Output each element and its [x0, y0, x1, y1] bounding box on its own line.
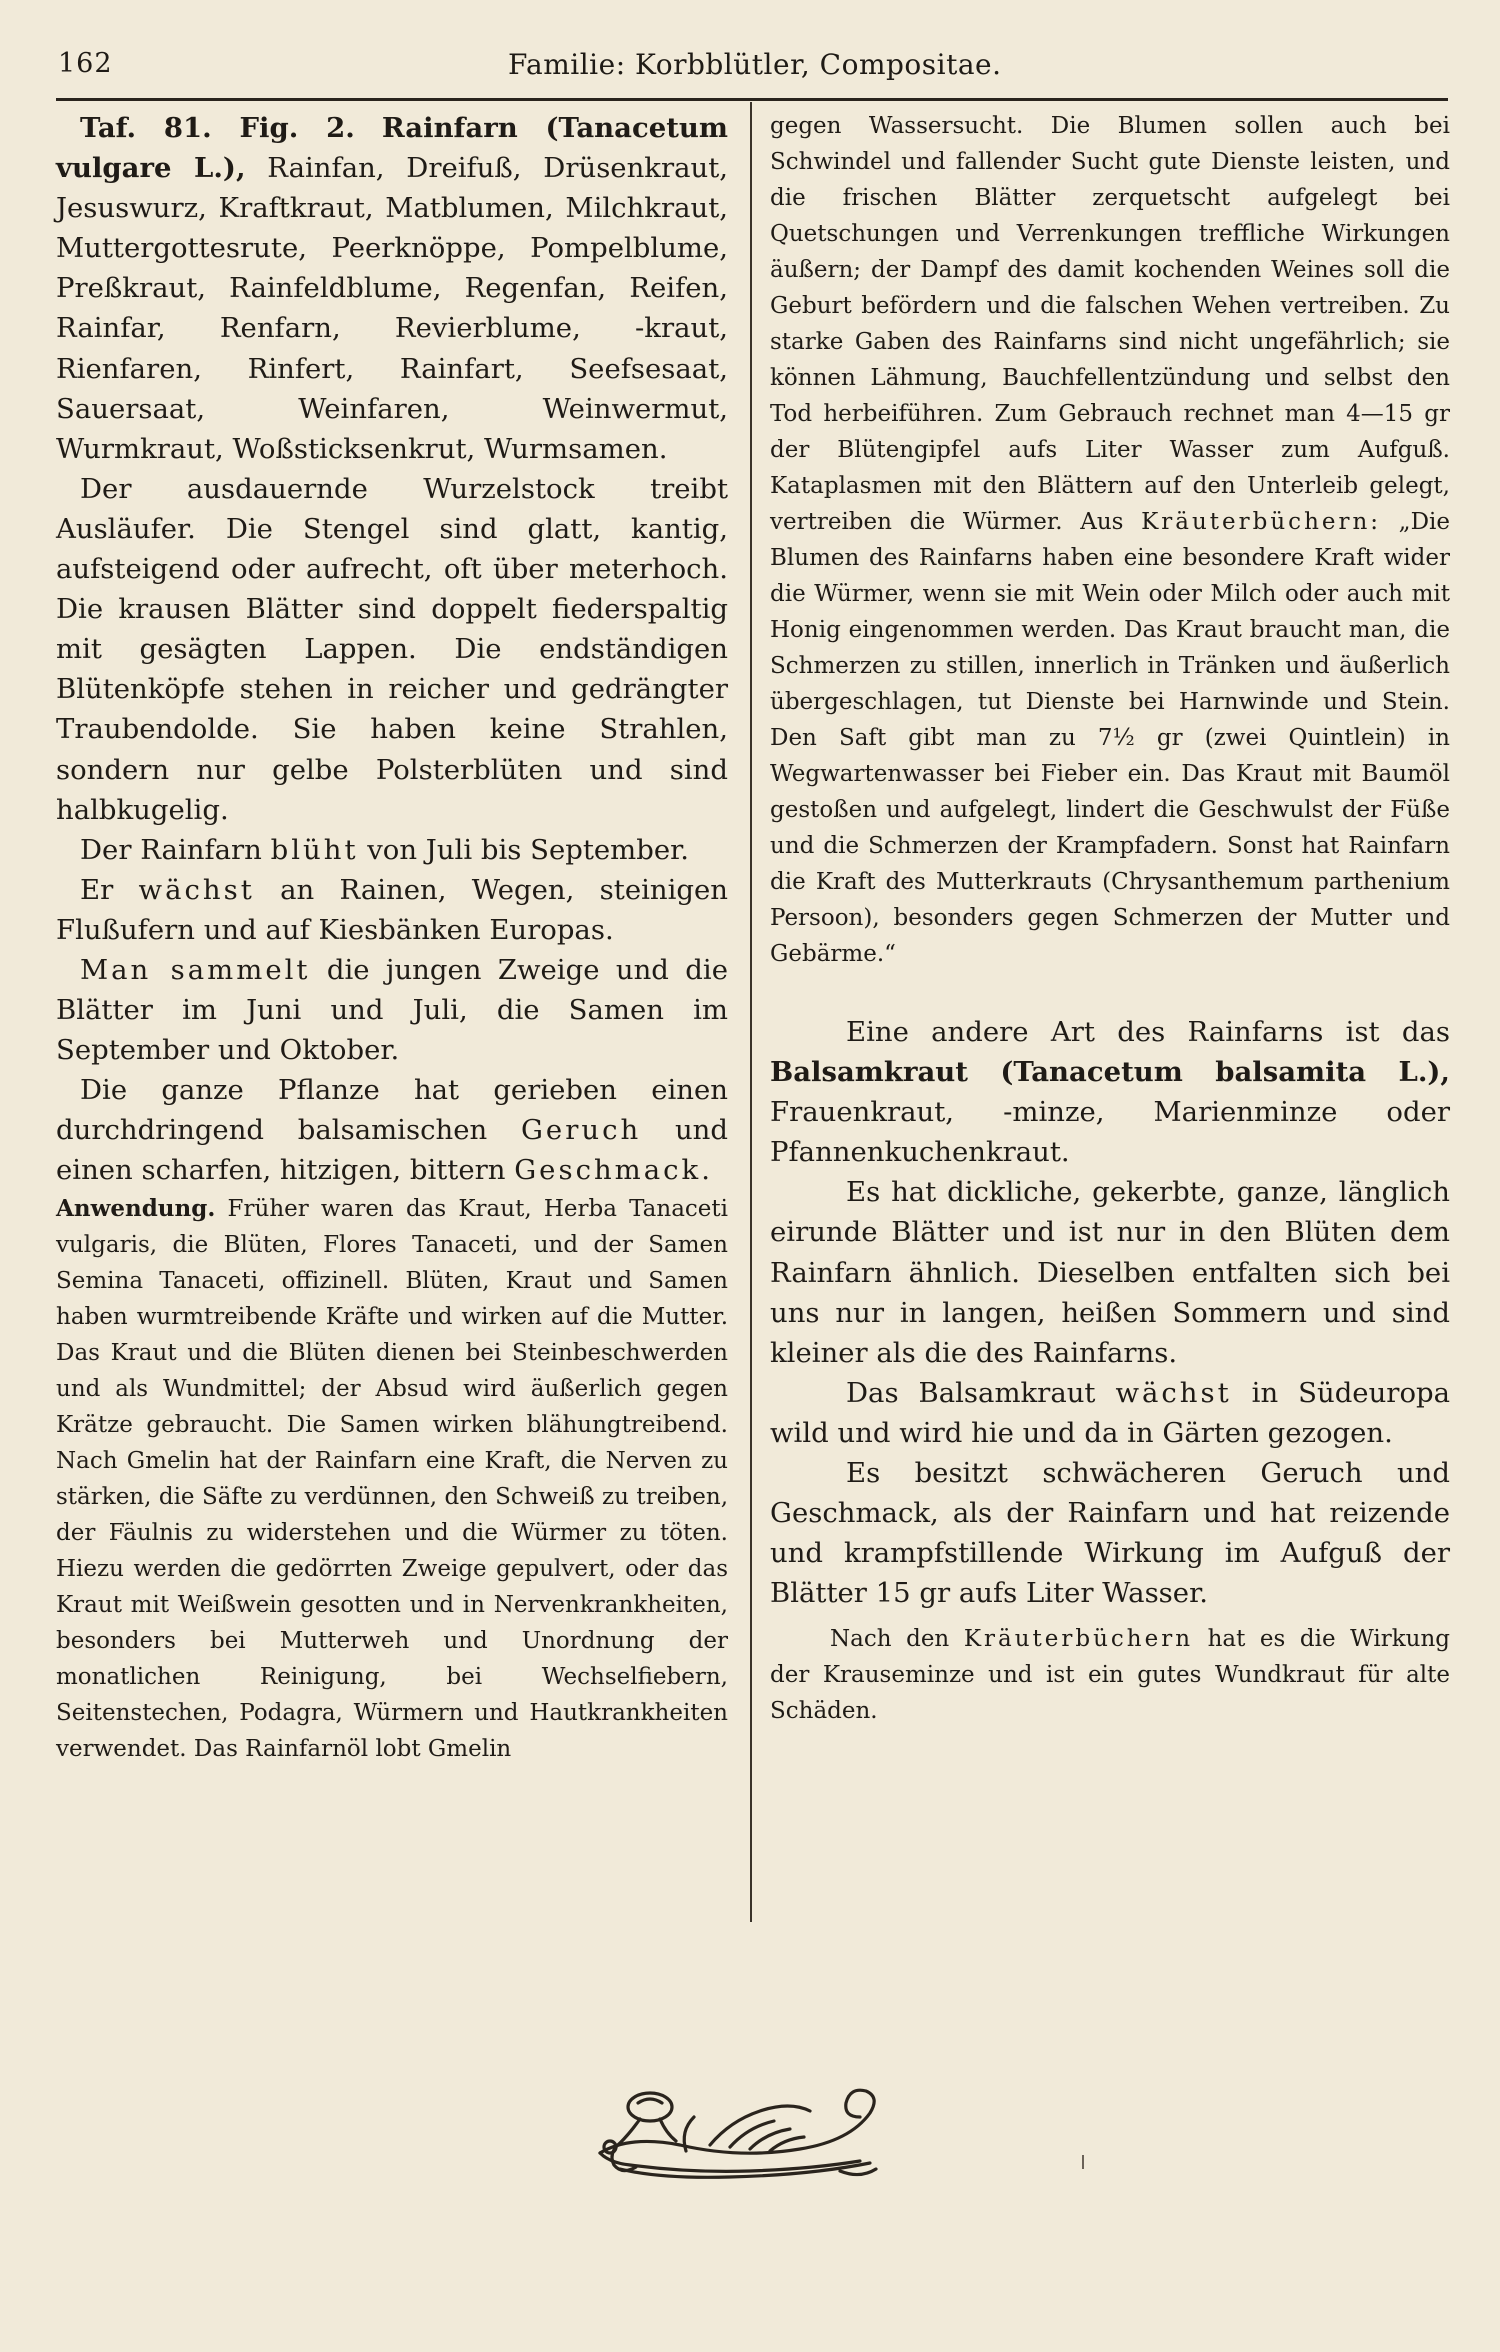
- herbal-note: [770, 1621, 1450, 1729]
- plate-reference: Taf. 81. Fig. 2.: [80, 112, 355, 144]
- smell-keyword: Geruch: [520, 1114, 642, 1147]
- column-divider: [750, 102, 752, 1922]
- habitat-keyword: wächst: [138, 873, 255, 906]
- page-number: 162: [58, 48, 113, 79]
- collection-paragraph: [56, 950, 728, 1070]
- habitat-lead: Er: [80, 873, 114, 906]
- note-keyword: Kräuterbüchern: [963, 1626, 1194, 1653]
- margin-mark: [1082, 2155, 1084, 2169]
- collection-rest: die jungen Zweige und die Blätter im Juni und Juli, die Samen im September und Oktober.: [56, 953, 728, 1067]
- habitat-paragraph: [56, 870, 728, 950]
- collection-keyword: Man sammelt: [80, 953, 311, 986]
- bloom-lead: Der Rainfarn: [80, 833, 262, 866]
- note-lead: Nach den: [830, 1626, 950, 1653]
- running-head: [58, 48, 1442, 88]
- header-rule: [56, 98, 1448, 101]
- bloom-rest: von Juli bis September.: [367, 833, 689, 866]
- smell-mid: und einen scharfen, hitzigen, bittern: [56, 1114, 728, 1187]
- species-synonyms: Rainfan, Dreifuß, Drüsenkraut, Jesuswurz, Kraftkraut, Matblumen, Milchkraut, Muttergottesrute, Peerknöppe, Pompelblume, Preßkraut, Rainfeldblume, Regenfan, Reifen, Rainfar, Renfarn, Revierblume, -kraut, Rienfaren, Rinfert, Rainfart, Seefsesaat, Sauersaat, Weinfaren, Weinwermut, Wurmkraut, Woßsticksenkrut, Wurmsamen.: [56, 152, 728, 465]
- usage-continuation: [770, 108, 1450, 972]
- usage-continuation-a: gegen Wassersucht. Die Blumen sollen auch bei Schwindel und fallender Sucht gute Dienste leisten, und die frischen Blätter zerquetscht aufgelegt bei Quetschungen und Verrenkungen treffliche Wirkungen äußern; der Dampf des damit kochenden Weines soll die Geburt befördern und die falschen Wehen vertreiben. Zu starke Gaben des Rainfarns sind nicht ungefährlich; sie können Lähmung, Bauchfellentzündung und selbst den Tod herbeiführen. Zum Gebrauch rechnet man 4—15 gr der Blütengipfel aufs Liter Wasser zum Aufguß. Kataplasmen mit den Blättern auf den Unterleib gelegt, vertreiben die Würmer. Aus: [770, 113, 1450, 535]
- related-species-name: Balsamkraut (Tanacetum balsamita L.),: [770, 1056, 1450, 1089]
- species-intro: [56, 108, 728, 469]
- related-species-paragraph: [770, 1012, 1450, 1172]
- related-lead: Eine andere Art des Rainfarns ist das: [846, 1016, 1450, 1048]
- usage-continuation-b: „Die Blumen des Rainfarns haben eine besondere Kraft wider die Würmer, wenn sie mit Wein oder Milch oder auch mit Honig eingenommen werden. Das Kraut braucht man, die Schmerzen zu stillen, innerlich in Tränken und äußerlich übergeschlagen, tut Dienste bei Harnwinde und Stein. Den Saft gibt man zu 7½ gr (zwei Quintlein) in Wegwartenwasser bei Fieber ein. Das Kraut mit Baumöl gestoßen und aufgelegt, lindert die Geschwulst der Füße und die Schmerzen der Krampfadern. Sonst hat Rainfarn die Kraft des Mutterkrauts (Chrysanthemum parthenium Persoon), besonders gegen Schmerzen der Mutter und Gebärme.“: [770, 509, 1450, 967]
- growth-lead: Das Balsamkraut: [846, 1376, 1096, 1409]
- floral-vignette-icon: [590, 2085, 910, 2195]
- growth-rest: in Südeuropa wild und wird hie und da in Gärten gezogen.: [770, 1376, 1450, 1449]
- right-column: [770, 108, 1450, 1729]
- growth-keyword: wächst: [1115, 1376, 1232, 1409]
- properties-paragraph: Es besitzt schwächeren Geruch und Geschmack, als der Rainfarn und hat reizende und krampfstillende Wirkung im Aufguß der Blätter 15 gr aufs Liter Wasser.: [770, 1457, 1450, 1610]
- bloom-keyword: blüht: [270, 833, 359, 866]
- smell-paragraph: [56, 1070, 728, 1190]
- smell-lead: Die ganze Pflanze hat gerieben einen durchdringend balsamischen: [56, 1074, 728, 1147]
- related-synonyms: Frauenkraut, -minze, Marienminze oder Pfannenkuchenkraut.: [770, 1096, 1450, 1169]
- usage-paragraph: [56, 1191, 728, 1767]
- habitat-rest: an Rainen, Wegen, steinigen Flußufern und auf Kiesbänken Europas.: [56, 873, 729, 946]
- herbal-books-keyword: Kräuterbüchern:: [1141, 509, 1382, 535]
- left-column: [56, 108, 728, 1767]
- leaves-paragraph: Es hat dickliche, gekerbte, ganze, länglich eirunde Blätter und ist nur in den Blüten dem Rainfarn ähnlich. Dieselben entfalten sich bei uns nur in langen, heißen Sommern und sind kleiner als die des Rainfarns.: [770, 1176, 1450, 1369]
- usage-text: Früher waren das Kraut, Herba Tanaceti vulgaris, die Blüten, Flores Tanaceti, und der Samen Semina Tanaceti, offizinell. Blüten, Kraut und Samen haben wurmtreibende Kräfte und wirken auf die Mutter. Das Kraut und die Blüten dienen bei Steinbeschwerden und als Wundmittel; der Absud wird äußerlich gegen Krätze gebraucht. Die Samen wirken blähungtreibend. Nach Gmelin hat der Rainfarn eine Kraft, die Nerven zu stärken, die Säfte zu verdünnen, den Schweiß zu treiben, der Fäulnis zu widerstehen und die Würmer zu töten. Hiezu werden die gedörrten Zweige gepulvert, oder das Kraut mit Weißwein gesotten und in Nervenkrankheiten, besonders bei Mutterweh und Unordnung der monatlichen Reinigung, bei Wechselfiebern, Seitenstechen, Podagra, Würmern und Hautkrankheiten verwendet. Das Rainfarnöl lobt Gmelin: [56, 1195, 728, 1762]
- usage-label: Anwendung.: [56, 1194, 216, 1222]
- bloom-paragraph: [56, 830, 728, 870]
- note-rest: hat es die Wirkung der Krauseminze und ist ein gutes Wundkraut für alte Schäden.: [770, 1626, 1450, 1725]
- description-paragraph: Der ausdauernde Wurzelstock treibt Ausläufer. Die Stengel sind glatt, kantig, aufsteigend oder aufrecht, oft über meterhoch. Die krausen Blätter sind doppelt fiederspaltig mit gesägten Lappen. Die endständigen Blütenköpfe stehen in reicher und gedrängter Traubendolde. Sie haben keine Strahlen, sondern nur gelbe Polsterblüten und sind halbkugelig.: [56, 472, 728, 826]
- species-name: Rainfarn (Tanacetum vulgare L.),: [56, 112, 729, 185]
- taste-keyword: Geschmack.: [514, 1154, 713, 1187]
- growth-paragraph: [770, 1373, 1450, 1453]
- running-title: Familie: Korbblütler, Compositae.: [508, 48, 1002, 81]
